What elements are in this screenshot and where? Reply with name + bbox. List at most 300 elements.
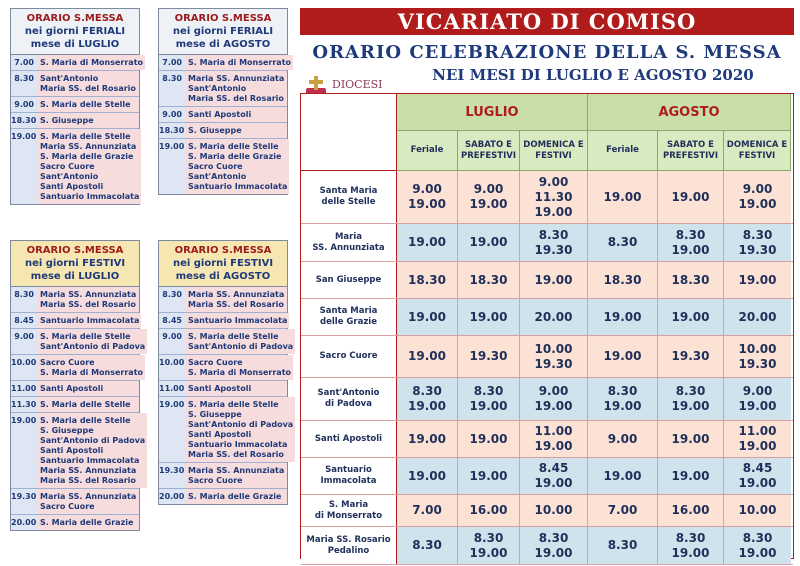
time-cell bbox=[658, 262, 724, 298]
mass-time-value: 19.00 bbox=[469, 468, 508, 483]
church-list bbox=[185, 55, 293, 70]
time-cell bbox=[588, 299, 658, 335]
mass-time: 19.00 bbox=[11, 413, 37, 488]
schedule-row bbox=[301, 495, 793, 527]
mass-time-value: 19.00 bbox=[603, 399, 642, 413]
time-cell bbox=[397, 421, 458, 457]
time-cell bbox=[397, 458, 458, 494]
mass-time-value: 9.00 bbox=[607, 431, 638, 446]
mass-time: 11.00 bbox=[159, 381, 185, 396]
mass-time: 19.00 bbox=[11, 129, 37, 204]
church-list bbox=[37, 355, 145, 380]
mass-time-value: 20.00 bbox=[534, 309, 573, 324]
time-cell bbox=[397, 527, 458, 564]
church-name: Maria SS. del Rosario bbox=[188, 94, 284, 103]
mass-time: 8.30 bbox=[159, 71, 185, 106]
card-row bbox=[11, 381, 139, 397]
time-cell bbox=[458, 299, 520, 335]
mass-time-value: 19.00 bbox=[534, 545, 573, 560]
church-name: Sacro Cuore bbox=[40, 162, 95, 171]
church-label-line: delle Stelle bbox=[321, 197, 376, 207]
mass-time-value: 18.30 bbox=[671, 272, 710, 287]
church-name: Santi Apostoli bbox=[188, 430, 252, 439]
time-cell bbox=[724, 527, 791, 564]
church-name: Maria SS. Annunziata bbox=[188, 74, 285, 83]
church-name: S. Maria delle Grazie bbox=[40, 152, 134, 161]
mass-time-value: 19.00 bbox=[469, 197, 508, 211]
time-cell bbox=[658, 336, 724, 377]
mass-time-value: 10.00 bbox=[738, 341, 777, 356]
time-cell bbox=[658, 299, 724, 335]
church-label-line: Santi Apostoli bbox=[314, 433, 383, 444]
time-cell bbox=[458, 336, 520, 377]
church-list bbox=[37, 515, 139, 530]
church-name: S. Giuseppe bbox=[40, 116, 94, 125]
church-list bbox=[185, 397, 295, 462]
church-label-line: S. Maria bbox=[328, 499, 369, 510]
column-header: SABATO E PREFESTIVI bbox=[458, 131, 520, 171]
church-list bbox=[185, 489, 287, 504]
schedule-row bbox=[301, 378, 793, 421]
mass-time-value: 10.00 bbox=[738, 503, 777, 517]
church-name: Maria SS. Annunziata bbox=[188, 466, 285, 475]
schedule-row bbox=[301, 458, 793, 495]
mass-time-value: 19.00 bbox=[671, 468, 710, 483]
church-label-line: San Giuseppe bbox=[315, 274, 382, 285]
church-name: Sant'Antonio di Padova bbox=[40, 436, 146, 445]
mass-time-value: 8.30 bbox=[473, 384, 504, 398]
time-cell bbox=[520, 458, 588, 494]
church-name: Sacro Cuore bbox=[188, 162, 243, 171]
card-row bbox=[11, 97, 139, 113]
card-row bbox=[159, 55, 292, 71]
church-name: S. Maria delle Stelle bbox=[188, 400, 279, 409]
card-header-line: nei giorni FERIALI bbox=[172, 26, 274, 37]
church-name: S. Giuseppe bbox=[188, 126, 242, 135]
church-name: S. Maria di Monserrato bbox=[188, 368, 292, 377]
card-header-line: nei giorni FESTIVI bbox=[24, 258, 126, 269]
column-header: SABATO E PREFESTIVI bbox=[658, 131, 724, 171]
mass-time-value: 8.30 bbox=[675, 227, 706, 242]
church-name: S. Maria delle Stelle bbox=[40, 400, 131, 409]
church-list bbox=[37, 287, 139, 312]
time-cell bbox=[520, 171, 588, 223]
card-row bbox=[159, 313, 287, 329]
time-cell bbox=[724, 262, 791, 298]
mass-time-value: 8.30 bbox=[607, 235, 638, 249]
card-row bbox=[159, 397, 294, 463]
mass-time-value: 19.00 bbox=[738, 476, 777, 490]
time-cell bbox=[588, 421, 658, 457]
church-name: S. Maria delle Stelle bbox=[188, 142, 279, 151]
mass-time-value: 10.00 bbox=[534, 503, 573, 517]
card-header bbox=[11, 241, 139, 287]
mass-time-value: 19.00 bbox=[534, 204, 573, 219]
church-name: Santi Apostoli bbox=[188, 384, 252, 393]
church-list bbox=[185, 329, 295, 354]
card-row bbox=[159, 71, 287, 107]
church-name: S. Maria delle Stelle bbox=[40, 416, 131, 425]
schedule-row bbox=[301, 421, 793, 458]
mass-time-value: 19.00 bbox=[408, 431, 446, 446]
time-cell bbox=[588, 527, 658, 564]
time-cell bbox=[724, 299, 791, 335]
church-list bbox=[37, 381, 139, 396]
card-row bbox=[11, 71, 139, 97]
mass-time-value: 19.00 bbox=[738, 545, 777, 560]
church-list bbox=[185, 71, 287, 106]
time-cell bbox=[658, 527, 724, 564]
church-label bbox=[301, 495, 397, 526]
time-cell bbox=[458, 495, 520, 526]
time-cell bbox=[520, 299, 588, 335]
schedule-row bbox=[301, 299, 793, 336]
church-label bbox=[301, 262, 397, 298]
church-label bbox=[301, 458, 397, 494]
time-cell bbox=[520, 262, 588, 298]
mass-time-value: 19.00 bbox=[603, 468, 642, 483]
mass-time: 9.00 bbox=[11, 97, 37, 112]
mass-time: 18.30 bbox=[11, 113, 37, 128]
mass-time-value: 19.00 bbox=[738, 197, 777, 211]
mass-time-value: 19.30 bbox=[738, 242, 777, 257]
church-list bbox=[37, 329, 147, 354]
mass-time-value: 19.00 bbox=[534, 439, 573, 453]
church-name: S. Maria delle Stelle bbox=[40, 132, 131, 141]
time-cell bbox=[588, 336, 658, 377]
time-cell bbox=[520, 421, 588, 457]
mass-time-value: 19.30 bbox=[671, 349, 710, 363]
card-row bbox=[159, 463, 287, 489]
church-list bbox=[185, 463, 287, 488]
time-cell bbox=[588, 224, 658, 261]
time-cell bbox=[458, 527, 520, 564]
church-name: Santi Apostoli bbox=[40, 182, 104, 191]
mass-time-value: 8.30 bbox=[538, 227, 569, 242]
card-row bbox=[11, 55, 144, 71]
mass-time-value: 19.00 bbox=[603, 349, 642, 363]
church-list bbox=[185, 139, 289, 194]
column-header: DOMENICA E FESTIVI bbox=[724, 131, 791, 171]
card-header-line: mese di AGOSTO bbox=[175, 39, 271, 50]
church-list bbox=[37, 97, 139, 112]
church-list bbox=[37, 129, 141, 204]
card-header-line: ORARIO S.MESSA bbox=[26, 13, 124, 24]
mass-time-value: 9.00 bbox=[473, 182, 504, 196]
church-label-line: di Monserrato bbox=[314, 510, 383, 521]
church-name: S. Maria delle Grazie bbox=[40, 518, 134, 527]
church-list bbox=[37, 113, 139, 128]
schedule-row bbox=[301, 224, 793, 262]
church-name: Sacro Cuore bbox=[188, 358, 243, 367]
mass-time: 10.00 bbox=[11, 355, 37, 380]
church-label-line: Maria SS. Rosario bbox=[306, 534, 391, 545]
mass-time: 8.30 bbox=[11, 287, 37, 312]
time-cell bbox=[397, 495, 458, 526]
church-name: Santuario Immacolata bbox=[40, 192, 140, 201]
column-header: Feriale bbox=[397, 131, 458, 171]
mass-time-value: 19.00 bbox=[469, 431, 508, 446]
church-label-line: Immacolata bbox=[320, 476, 377, 486]
church-name: S. Maria di Monserrato bbox=[40, 58, 144, 67]
church-list bbox=[37, 397, 139, 412]
church-label-line: di Padova bbox=[325, 399, 372, 409]
church-list bbox=[185, 287, 287, 312]
table-corner bbox=[301, 94, 397, 171]
schedule-row bbox=[301, 171, 793, 224]
mass-time-value: 8.30 bbox=[412, 384, 442, 398]
mass-time-value: 19.00 bbox=[408, 309, 446, 324]
mass-time-value: 8.30 bbox=[607, 538, 638, 552]
main-title: VICARIATO DI COMISO bbox=[300, 8, 794, 35]
church-name: S. Maria delle Grazie bbox=[188, 152, 282, 161]
church-name: S. Maria delle Stelle bbox=[40, 332, 131, 341]
card-row bbox=[11, 413, 146, 489]
time-cell bbox=[588, 495, 658, 526]
church-label bbox=[301, 224, 397, 261]
church-name: Sant'Antonio di Padova bbox=[188, 420, 294, 429]
mass-time-value: 8.30 bbox=[473, 530, 504, 545]
church-name: Maria SS. Annunziata bbox=[40, 492, 137, 501]
church-name: Sacro Cuore bbox=[40, 502, 95, 511]
time-cell bbox=[458, 421, 520, 457]
card-header-line: mese di LUGLIO bbox=[30, 39, 120, 50]
schedule-card-festivi-agosto bbox=[158, 240, 294, 505]
time-cell bbox=[520, 527, 588, 564]
card-header-line: ORARIO S.MESSA bbox=[174, 245, 272, 256]
mass-time-value: 19.00 bbox=[671, 399, 710, 413]
church-label-line: SS. Annunziata bbox=[312, 242, 385, 253]
church-list bbox=[37, 413, 147, 488]
church-name: S. Maria delle Stelle bbox=[188, 332, 279, 341]
time-cell bbox=[397, 224, 458, 261]
mass-time-value: 19.00 bbox=[603, 309, 642, 324]
card-row bbox=[11, 287, 139, 313]
mass-time-value: 19.00 bbox=[534, 272, 573, 287]
mass-time-value: 19.30 bbox=[534, 242, 573, 257]
mass-time: 7.00 bbox=[11, 55, 37, 70]
mass-time: 7.00 bbox=[159, 55, 185, 70]
mass-time-value: 9.00 bbox=[412, 182, 442, 196]
mass-time-value: 19.00 bbox=[469, 545, 508, 560]
church-label bbox=[301, 527, 397, 564]
mass-time-value: 19.00 bbox=[408, 235, 446, 249]
mass-time: 18.30 bbox=[159, 123, 185, 138]
mass-time-value: 19.00 bbox=[469, 309, 508, 324]
church-list bbox=[185, 107, 287, 122]
church-list bbox=[37, 489, 139, 514]
time-cell bbox=[458, 224, 520, 261]
church-name: Santi Apostoli bbox=[40, 446, 104, 455]
church-name: Santuario Immacolata bbox=[188, 182, 288, 191]
mass-time: 20.00 bbox=[159, 489, 185, 504]
mass-time-value: 11.00 bbox=[738, 424, 777, 438]
mass-time: 11.30 bbox=[11, 397, 37, 412]
church-name: S. Maria delle Grazie bbox=[188, 492, 282, 501]
mass-time-value: 18.30 bbox=[469, 272, 508, 287]
mass-time-value: 19.00 bbox=[671, 309, 710, 324]
mass-time: 19.00 bbox=[159, 397, 185, 462]
church-list bbox=[37, 55, 145, 70]
mass-time-value: 16.00 bbox=[671, 503, 710, 517]
mass-time-value: 19.30 bbox=[738, 356, 777, 371]
church-name: Maria SS. Annunziata bbox=[188, 290, 285, 299]
card-row bbox=[159, 381, 287, 397]
mass-time-value: 19.00 bbox=[534, 476, 573, 490]
logo-line-1: DIOCESI bbox=[332, 78, 383, 91]
church-name: Santi Apostoli bbox=[40, 384, 104, 393]
church-name: Sacro Cuore bbox=[188, 476, 243, 485]
church-label bbox=[301, 299, 397, 335]
mass-time-value: 19.00 bbox=[603, 189, 642, 204]
mass-time: 8.45 bbox=[11, 313, 37, 328]
card-row bbox=[159, 355, 292, 381]
time-cell bbox=[658, 495, 724, 526]
card-row bbox=[159, 287, 287, 313]
mass-time-value: 19.30 bbox=[469, 349, 508, 363]
mass-time-value: 8.30 bbox=[675, 530, 706, 545]
church-label bbox=[301, 171, 397, 223]
church-name: S. Giuseppe bbox=[188, 410, 242, 419]
church-name: Maria SS. Annunziata bbox=[40, 142, 137, 151]
church-label-line: Pedalino bbox=[327, 545, 370, 556]
time-cell bbox=[724, 336, 791, 377]
church-list bbox=[185, 313, 289, 328]
time-cell bbox=[658, 378, 724, 420]
mass-time: 8.30 bbox=[159, 287, 185, 312]
column-header: DOMENICA E FESTIVI bbox=[520, 131, 588, 171]
mass-time: 10.00 bbox=[159, 355, 185, 380]
church-name: S. Maria delle Stelle bbox=[40, 100, 131, 109]
mass-time-value: 8.45 bbox=[742, 461, 773, 475]
schedule-card-festivi-luglio bbox=[10, 240, 146, 531]
mass-time-value: 19.00 bbox=[671, 545, 710, 560]
church-name: Santuario Immacolata bbox=[188, 316, 288, 325]
mass-time-value: 8.30 bbox=[412, 538, 442, 552]
mass-time-value: 8.30 bbox=[607, 384, 638, 398]
church-label bbox=[301, 378, 397, 420]
card-row bbox=[11, 113, 139, 129]
time-cell bbox=[520, 224, 588, 261]
time-cell bbox=[588, 171, 658, 223]
month-header-agosto: AGOSTO bbox=[588, 94, 791, 131]
mass-time-value: 18.30 bbox=[603, 272, 642, 287]
card-row bbox=[11, 397, 139, 413]
card-row bbox=[159, 139, 287, 194]
church-list bbox=[37, 313, 141, 328]
time-cell bbox=[397, 378, 458, 420]
church-list bbox=[185, 381, 287, 396]
mass-time-value: 8.30 bbox=[675, 384, 706, 398]
church-name: Sacro Cuore bbox=[40, 358, 95, 367]
time-cell bbox=[458, 458, 520, 494]
time-cell bbox=[520, 378, 588, 420]
card-header bbox=[11, 9, 139, 55]
church-label-line: Santuario bbox=[325, 465, 372, 475]
mass-time-value: 19.00 bbox=[408, 349, 446, 363]
church-label-line: Santa Maria bbox=[319, 186, 378, 196]
church-name: Sant'Antonio bbox=[40, 74, 99, 83]
church-name: Sant'Antonio bbox=[188, 84, 247, 93]
card-header-line: ORARIO S.MESSA bbox=[26, 245, 124, 256]
mass-time-value: 9.00 bbox=[742, 384, 773, 398]
church-name: Santi Apostoli bbox=[188, 110, 252, 119]
subtitle-months: NEI MESI DI LUGLIO E AGOSTO 2020 bbox=[432, 66, 754, 84]
mass-time: 8.45 bbox=[159, 313, 185, 328]
card-row bbox=[159, 329, 294, 355]
church-label-line: Maria bbox=[334, 231, 363, 242]
church-name: Santuario Immacolata bbox=[188, 440, 288, 449]
card-header bbox=[159, 9, 287, 55]
time-cell bbox=[458, 378, 520, 420]
church-label-line: Santa Maria bbox=[319, 306, 378, 316]
mass-time-value: 19.30 bbox=[534, 356, 573, 371]
card-row bbox=[159, 123, 287, 139]
church-label bbox=[301, 421, 397, 457]
time-cell bbox=[658, 171, 724, 223]
mass-time-value: 8.30 bbox=[742, 530, 773, 545]
card-header-line: nei giorni FESTIVI bbox=[172, 258, 274, 269]
mass-time-value: 19.00 bbox=[738, 272, 777, 287]
mass-time: 19.00 bbox=[159, 139, 185, 194]
church-label bbox=[301, 336, 397, 377]
mass-time-value: 8.45 bbox=[538, 461, 569, 475]
time-cell bbox=[658, 421, 724, 457]
time-cell bbox=[724, 495, 791, 526]
church-name: Maria SS. Annunziata bbox=[40, 290, 137, 299]
mass-time-value: 8.30 bbox=[538, 530, 569, 545]
church-name: Maria SS. del Rosario bbox=[40, 300, 136, 309]
card-row bbox=[159, 489, 287, 504]
schedule-row bbox=[301, 262, 793, 299]
schedule-card-feriali-luglio bbox=[10, 8, 144, 205]
card-header-line: mese di AGOSTO bbox=[175, 271, 271, 282]
mass-time: 9.00 bbox=[11, 329, 37, 354]
card-row bbox=[11, 129, 139, 204]
time-cell bbox=[658, 224, 724, 261]
church-label-line: Sacro Cuore bbox=[319, 351, 378, 361]
card-row bbox=[11, 515, 139, 530]
schedule-card-feriali-agosto bbox=[158, 8, 292, 195]
card-row bbox=[11, 355, 144, 381]
card-row bbox=[11, 313, 139, 329]
church-name: Maria SS. del Rosario bbox=[40, 84, 136, 93]
church-list bbox=[185, 355, 293, 380]
mass-time-value: 9.00 bbox=[538, 384, 569, 398]
time-cell bbox=[588, 458, 658, 494]
month-header-luglio: LUGLIO bbox=[397, 94, 588, 131]
card-header-line: ORARIO S.MESSA bbox=[174, 13, 272, 24]
mass-time-value: 11.30 bbox=[534, 189, 573, 204]
mass-time-value: 19.00 bbox=[534, 399, 573, 413]
subtitle-celebration: ORARIO CELEBRAZIONE DELLA S. MESSA bbox=[312, 42, 782, 63]
card-header-line: mese di LUGLIO bbox=[30, 271, 120, 282]
time-cell bbox=[397, 262, 458, 298]
mass-time-value: 19.00 bbox=[469, 399, 508, 413]
church-name: Maria SS. del Rosario bbox=[188, 300, 284, 309]
mass-time-value: 7.00 bbox=[412, 503, 442, 517]
mass-time: 8.30 bbox=[11, 71, 37, 96]
mass-time: 19.30 bbox=[11, 489, 37, 514]
column-header: Feriale bbox=[588, 131, 658, 171]
church-name: Maria SS. del Rosario bbox=[40, 476, 136, 485]
church-list bbox=[185, 123, 287, 138]
church-name: S. Maria di Monserrato bbox=[40, 368, 144, 377]
church-name: Sant'Antonio di Padova bbox=[188, 342, 294, 351]
mass-time-value: 19.00 bbox=[408, 399, 446, 413]
church-list bbox=[37, 71, 139, 96]
mass-time-value: 19.00 bbox=[738, 399, 777, 413]
